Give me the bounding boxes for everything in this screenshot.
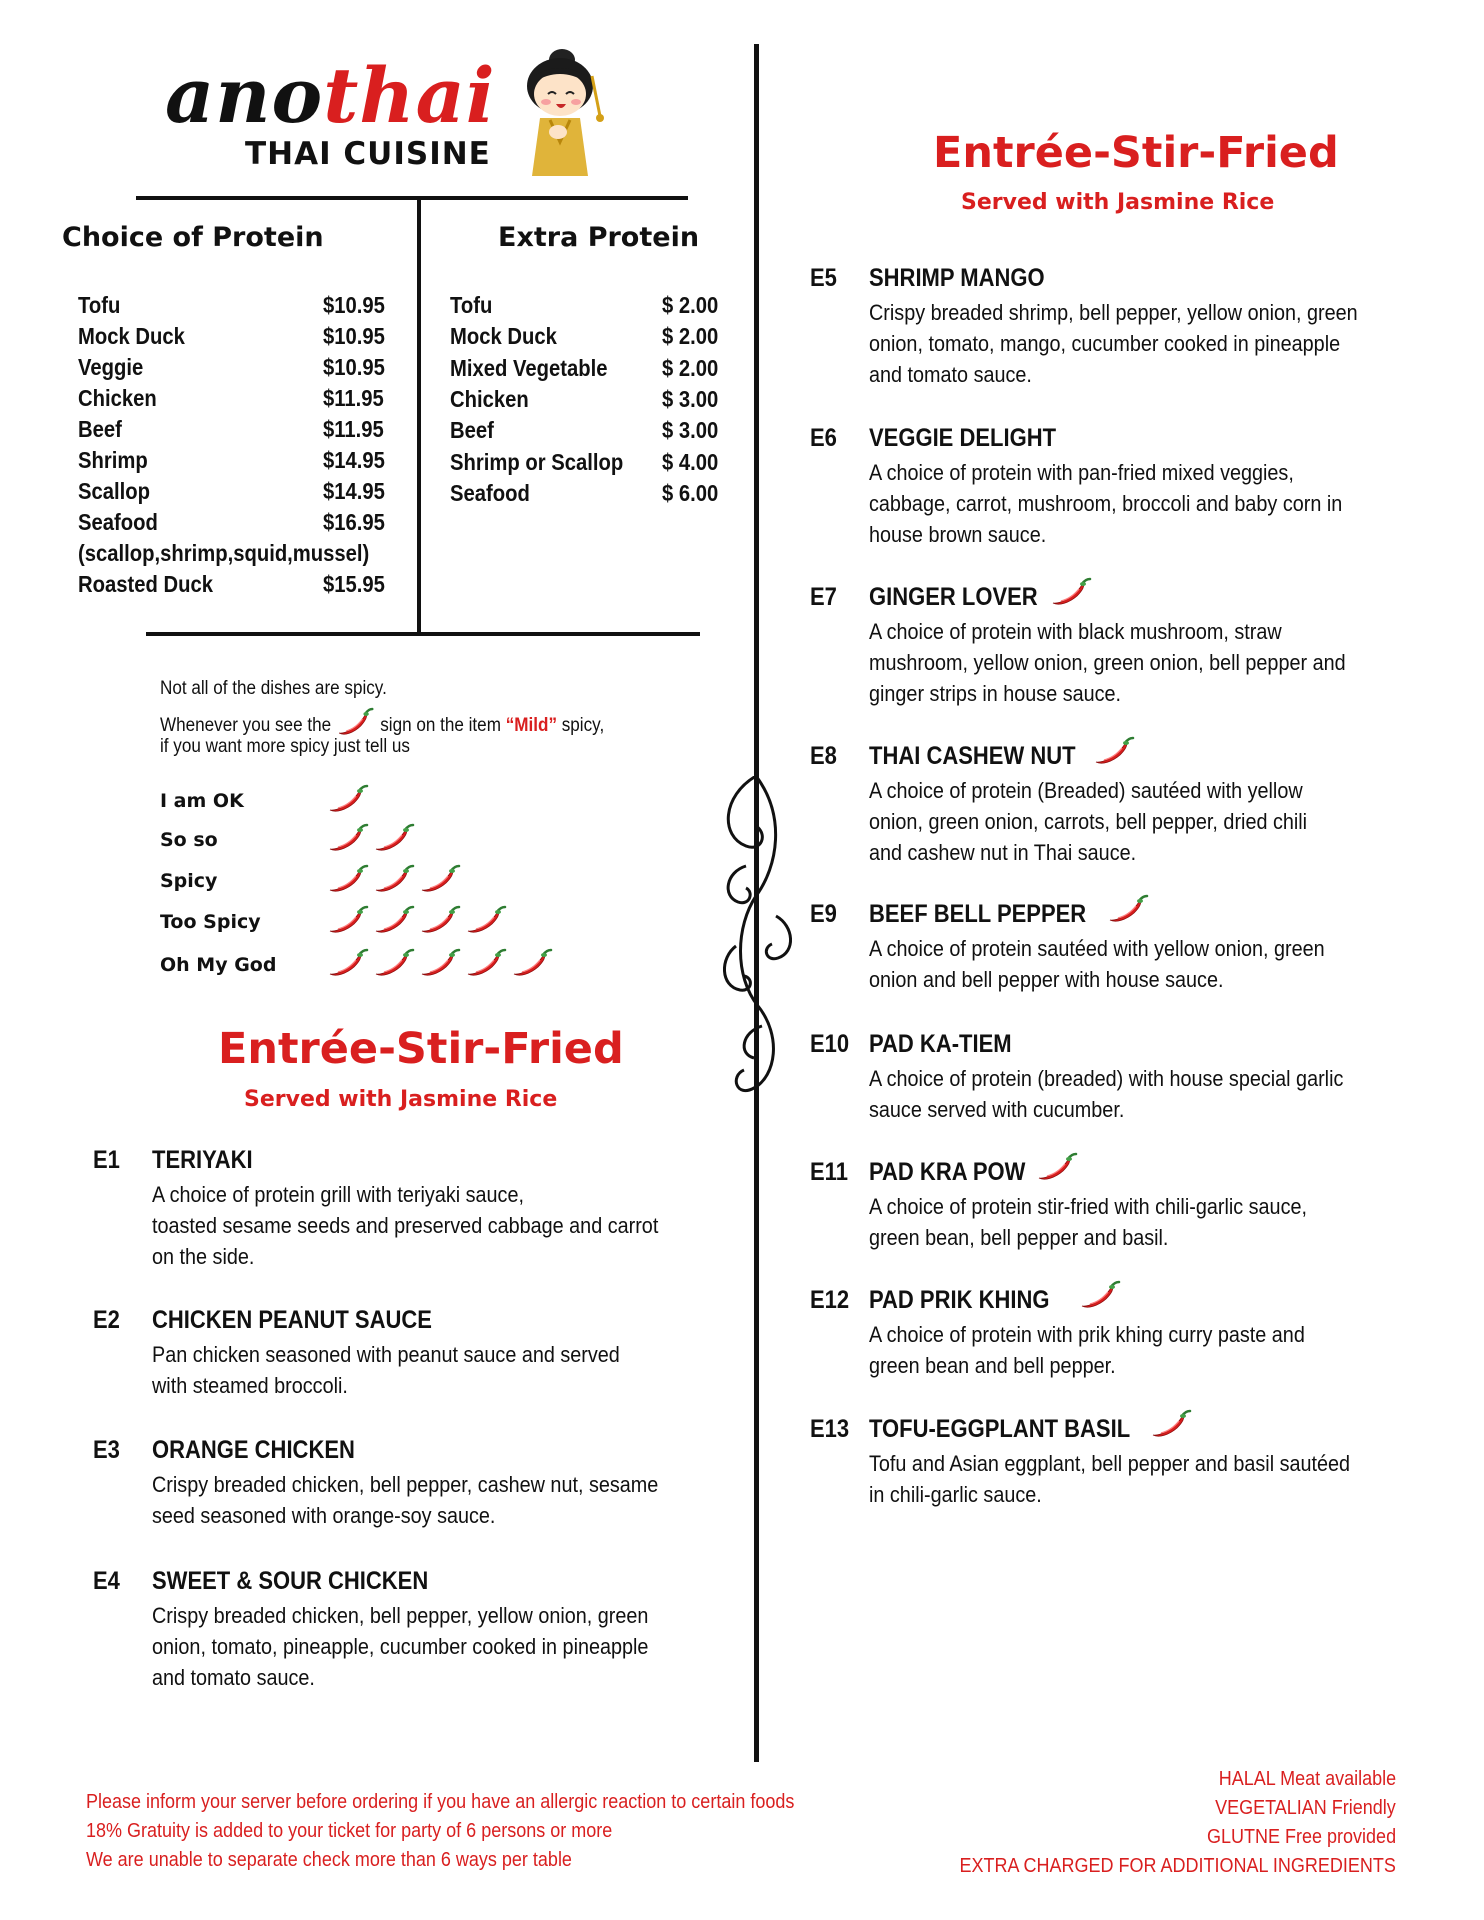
chili-icon xyxy=(510,948,554,978)
right-section-subtitle: Served with Jasmine Rice xyxy=(961,190,1275,215)
chili-icon xyxy=(464,905,508,935)
extra-protein-price: $ 3.00 xyxy=(662,417,719,444)
chili-icon xyxy=(418,864,462,894)
extra-protein-name: Shrimp or Scallop xyxy=(450,448,624,475)
chili-icon xyxy=(372,864,416,894)
menu-item-code: E12 xyxy=(810,1286,850,1314)
footer-right-note: VEGETALIAN Friendly xyxy=(1215,1797,1396,1819)
footer-right-note: EXTRA CHARGED FOR ADDITIONAL INGREDIENTS xyxy=(959,1855,1396,1877)
protein-name: Beef xyxy=(78,416,122,442)
menu-item-code: E3 xyxy=(93,1436,120,1464)
spicy-note-line2-part1: Whenever you see the xyxy=(160,715,332,736)
menu-item-name: TOFU-EGGPLANT BASIL xyxy=(869,1415,1131,1443)
extra-protein-name: Seafood xyxy=(450,479,530,506)
menu-item-description: Crispy breaded shrimp, bell pepper, yellow onion, green onion, tomato, mango, cucumber cooked in pineapple and tomato sauce. xyxy=(869,300,1358,387)
extra-protein-name: Mock Duck xyxy=(450,323,557,350)
chili-icon xyxy=(372,823,416,853)
protein-name: Roasted Duck xyxy=(78,571,213,597)
menu-item-name: ORANGE CHICKEN xyxy=(152,1436,355,1464)
brand-name-red: thai xyxy=(323,51,496,140)
extra-protein-title: Extra Protein xyxy=(498,222,700,253)
protein-price: $10.95 xyxy=(323,292,385,318)
menu-item-code: E6 xyxy=(810,424,837,452)
spicy-note-line1: Not all of the dishes are spicy. xyxy=(160,678,387,699)
menu-item-code: E8 xyxy=(810,742,837,770)
chili-icon xyxy=(372,905,416,935)
spicy-note-line2-part2: sign on the item xyxy=(380,715,501,736)
protein-name: Tofu xyxy=(78,292,121,318)
spicy-note-mild: “Mild” xyxy=(505,715,557,736)
brand-name-black: ano xyxy=(165,51,324,140)
protein-price: $14.95 xyxy=(323,478,385,504)
menu-item-code: E13 xyxy=(810,1415,850,1443)
menu-item-name: PAD KA-TIEM xyxy=(869,1030,1012,1058)
protein-title: Choice of Protein xyxy=(62,222,324,253)
spicy-note-line2-part3: spicy, xyxy=(561,715,605,736)
spicy-level-label: Spicy xyxy=(160,870,218,892)
menu-item-name: TERIYAKI xyxy=(152,1146,253,1174)
menu-item-name: GINGER LOVER xyxy=(869,583,1038,611)
menu-item-name: THAI CASHEW NUT xyxy=(869,742,1076,770)
top-divider xyxy=(136,196,688,200)
extra-protein-name: Chicken xyxy=(450,385,529,412)
extra-protein-price: $ 6.00 xyxy=(662,479,719,506)
menu-item-description: A choice of protein sautéed with yellow onion, green onion and bell pepper with house sauce. xyxy=(869,936,1325,992)
brand-subtitle: THAI CUISINE xyxy=(245,136,491,172)
menu-item-name: CHICKEN PEANUT SAUCE xyxy=(152,1306,432,1334)
left-section-subtitle: Served with Jasmine Rice xyxy=(244,1087,558,1112)
chili-icon xyxy=(326,948,370,978)
protein-name: Shrimp xyxy=(78,447,148,473)
protein-price: $10.95 xyxy=(323,354,385,380)
footer-left-note: We are unable to separate check more than 6 ways per table xyxy=(86,1849,572,1871)
menu-item-code: E9 xyxy=(810,900,837,928)
chili-icon xyxy=(1092,736,1136,766)
extra-protein-name: Mixed Vegetable xyxy=(450,354,608,381)
chili-icon xyxy=(326,784,370,814)
chili-icon xyxy=(1035,1152,1079,1182)
protein-name: Seafood xyxy=(78,509,158,535)
menu-item-name: PAD KRA POW xyxy=(869,1158,1026,1186)
protein-price: $15.95 xyxy=(323,571,385,597)
menu-item-name: BEEF BELL PEPPER xyxy=(869,900,1087,928)
spicy-level-label: Oh My God xyxy=(160,954,277,976)
flourish-ornament xyxy=(716,776,798,1104)
protein-price: $14.95 xyxy=(323,447,385,473)
chili-icon xyxy=(1078,1280,1122,1310)
protein-name: (scallop,shrimp,squid,mussel) xyxy=(78,540,370,566)
extra-protein-price: $ 2.00 xyxy=(662,354,719,381)
menu-item-name: VEGGIE DELIGHT xyxy=(869,424,1057,452)
bottom-divider xyxy=(146,632,700,636)
chili-icon xyxy=(326,864,370,894)
menu-item-code: E2 xyxy=(93,1306,120,1334)
menu-item-description: A choice of protein stir-fried with chili-garlic sauce, green bean, bell pepper and basil. xyxy=(869,1194,1307,1250)
extra-protein-price: $ 2.00 xyxy=(662,292,719,318)
footer-right-note: GLUTNE Free provided xyxy=(1206,1826,1396,1848)
menu-item-description: A choice of protein grill with teriyaki sauce, toasted sesame seeds and preserved cabbage and carrot on the side. xyxy=(152,1182,659,1269)
chili-icon xyxy=(372,948,416,978)
protein-name: Chicken xyxy=(78,385,157,411)
menu-item-description: Pan chicken seasoned with peanut sauce and served with steamed broccoli. xyxy=(152,1342,620,1398)
menu-item-code: E7 xyxy=(810,583,837,611)
right-section-title: Entrée-Stir-Fried xyxy=(933,128,1339,178)
menu-item-code: E10 xyxy=(810,1030,850,1058)
brand-logo-wordmark xyxy=(165,51,496,140)
menu-item-description: Tofu and Asian eggplant, bell pepper and basil sautéed in chili-garlic sauce. xyxy=(869,1451,1351,1507)
menu-item-name: SWEET & SOUR CHICKEN xyxy=(152,1567,429,1595)
extra-protein-price: $ 3.00 xyxy=(662,385,719,412)
extra-protein-name: Beef xyxy=(450,417,494,444)
menu-item-description: A choice of protein with black mushroom, straw mushroom, yellow onion, green onion, bell pepper and ginger strips in house sauce. xyxy=(869,619,1346,706)
chili-icon xyxy=(418,905,462,935)
footer-left-note: Please inform your server before ordering if you have an allergic reaction to certain foods xyxy=(86,1791,795,1813)
menu-item-code: E5 xyxy=(810,264,837,292)
protein-name: Veggie xyxy=(78,354,144,380)
spicy-level-label: Too Spicy xyxy=(160,911,261,933)
chili-icon xyxy=(464,948,508,978)
spicy-note-line3: if you want more spicy just tell us xyxy=(160,736,410,757)
menu-item-description: A choice of protein (breaded) with house special garlic sauce served with cucumber. xyxy=(869,1066,1344,1122)
spicy-level-label: I am OK xyxy=(160,790,244,812)
chili-icon xyxy=(336,707,376,737)
extra-protein-name: Tofu xyxy=(450,292,493,318)
chili-icon xyxy=(1106,894,1150,924)
menu-item-name: SHRIMP MANGO xyxy=(869,264,1045,292)
chili-icon xyxy=(1049,577,1093,607)
spicy-level-label: So so xyxy=(160,829,218,851)
menu-item-code: E1 xyxy=(93,1146,120,1174)
menu-item-name: PAD PRIK KHING xyxy=(869,1286,1050,1314)
protein-name: Scallop xyxy=(78,478,150,504)
protein-price: $10.95 xyxy=(323,323,385,349)
footer-right-note: HALAL Meat available xyxy=(1218,1768,1396,1790)
protein-name: Mock Duck xyxy=(78,323,185,349)
footer-left-note: 18% Gratuity is added to your ticket for party of 6 persons or more xyxy=(86,1820,613,1842)
chili-icon xyxy=(326,823,370,853)
protein-price: $11.95 xyxy=(323,416,384,442)
extra-protein-price: $ 4.00 xyxy=(662,448,719,475)
menu-item-code: E4 xyxy=(93,1567,120,1595)
mascot-illustration xyxy=(514,46,606,186)
chili-icon xyxy=(326,905,370,935)
menu-item-description: Crispy breaded chicken, bell pepper, yellow onion, green onion, tomato, pineapple, cucumber cooked in pineapple and tomato sauce. xyxy=(152,1603,649,1690)
spicy-note-line2 xyxy=(160,707,604,737)
protein-price: $11.95 xyxy=(323,385,384,411)
menu-item-code: E11 xyxy=(810,1158,848,1186)
chili-icon xyxy=(418,948,462,978)
chili-icon xyxy=(1149,1409,1193,1439)
menu-item-description: Crispy breaded chicken, bell pepper, cashew nut, sesame seed seasoned with orange-soy sauce. xyxy=(152,1472,659,1528)
menu-item-description: A choice of protein with pan-fried mixed veggies, cabbage, carrot, mushroom, broccoli and baby corn in house brown sauce. xyxy=(869,460,1343,547)
left-section-title: Entrée-Stir-Fried xyxy=(218,1024,624,1074)
protein-price: $16.95 xyxy=(323,509,385,535)
extra-protein-price: $ 2.00 xyxy=(662,323,719,350)
protein-column-divider xyxy=(417,198,421,635)
menu-item-description: A choice of protein (Breaded) sautéed with yellow onion, green onion, carrots, bell pepper, dried chili and cashew nut in Thai sauce. xyxy=(869,778,1308,865)
menu-item-description: A choice of protein with prik khing curry paste and green bean and bell pepper. xyxy=(869,1322,1305,1378)
